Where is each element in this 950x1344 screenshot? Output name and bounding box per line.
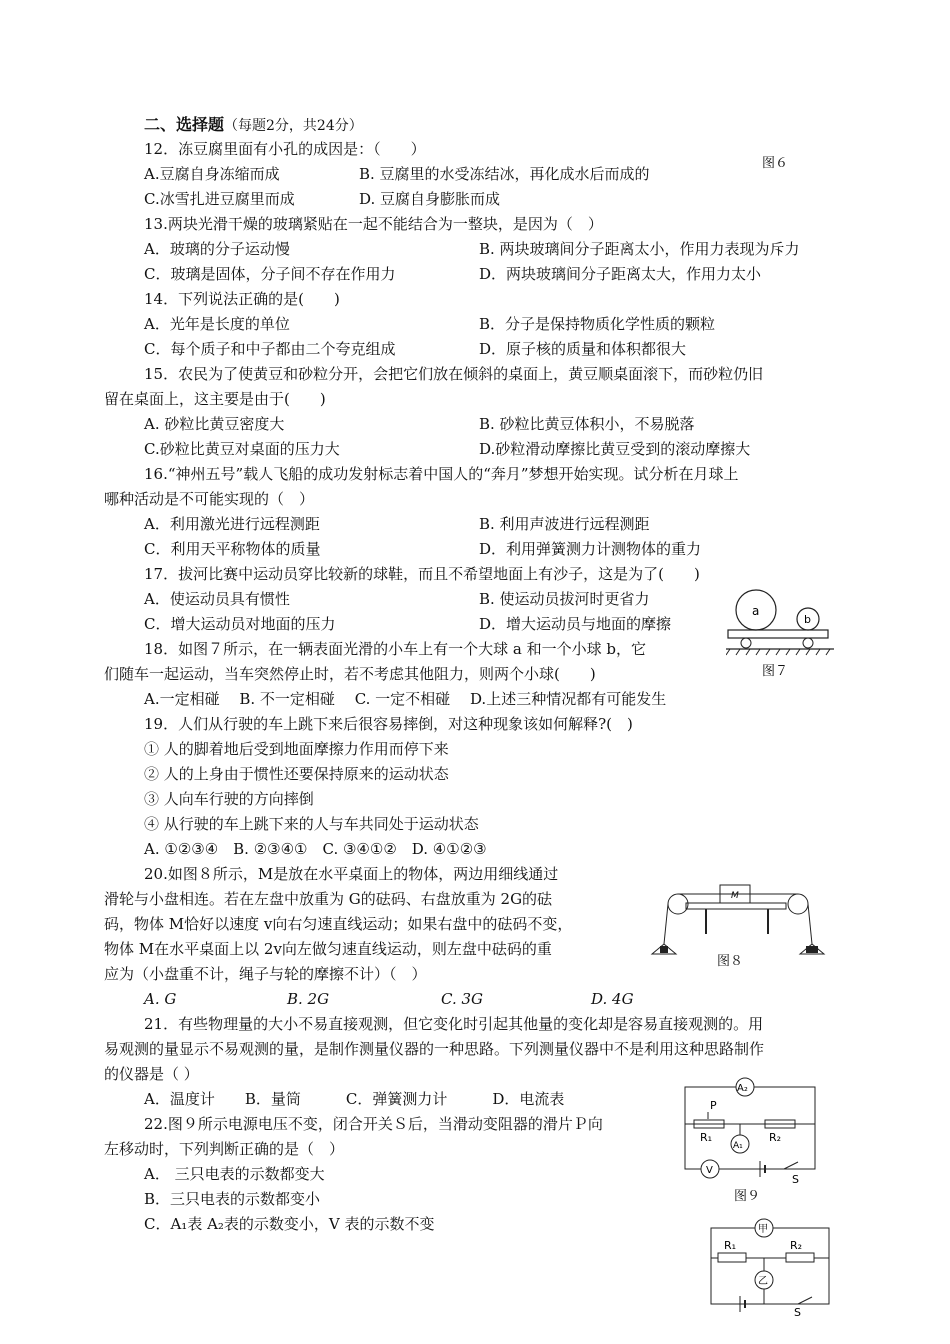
- table-top: [686, 903, 786, 909]
- q15-stem-1: 15．农民为了使黄豆和砂粒分开，会把它们放在倾斜的桌面上，黄豆顺桌面滚下，而砂粒仍旧: [144, 365, 764, 383]
- resistor-r1-2-label: R₁: [724, 1239, 737, 1252]
- figure-7-caption: 图７: [762, 664, 789, 679]
- q20-stem-4: 物体 M在水平桌面上以 2v向左做匀速直线运动，则左盘中砝码的重: [104, 940, 552, 958]
- pulley-left: [668, 894, 688, 914]
- q19-stem: 19．人们从行驶的车上跳下来后很容易摔倒，对这种现象该如何解释?( ): [144, 715, 633, 733]
- q21-options: A．温度计 B．量筒 C．弹簧测力计 D．电流表: [144, 1090, 565, 1108]
- q12-option-a: A.豆腐自身冻缩而成: [144, 165, 280, 183]
- figure-8-caption: 图８: [717, 954, 744, 969]
- q18-options: A.一定相碰 B. 不一定相碰 C. 一定不相碰 D.上述三种情况都有可能发生: [144, 690, 667, 708]
- q22-stem-2: 左移动时，下列判断正确的是（ ）: [104, 1140, 345, 1158]
- voltmeter-v-label: V: [706, 1165, 713, 1176]
- q19-options: A. ①②③④ B. ②③④① C. ③④①② D. ④①②③: [144, 840, 487, 858]
- q12-option-b: B. 豆腐里的水受冻结冰，再化成水后而成的: [359, 165, 650, 183]
- switch-s-label: S: [792, 1173, 799, 1185]
- section-note: （每题2分，共24分）: [224, 118, 363, 134]
- q16-stem-1: 16.“神州五号”载人飞船的成功发射标志着中国人的“奔月”梦想开始实现。试分析在月球上: [144, 465, 739, 483]
- q15-option-c: C.砂粒比黄豆对桌面的压力大: [144, 440, 340, 458]
- cart-wheel-left: [741, 638, 751, 648]
- q15-stem-2: 留在桌面上，这主要是由于( ): [104, 390, 326, 408]
- q15-option-a: A. 砂粒比黄豆密度大: [144, 415, 285, 433]
- switch-2: [798, 1297, 812, 1304]
- slider-p-label: P: [710, 1099, 717, 1112]
- q14-option-a: A．光年是长度的单位: [144, 315, 290, 333]
- q20-option-b: B. 2G: [287, 990, 330, 1008]
- ball-a-label: a: [752, 604, 760, 618]
- q13-stem: 13.两块光滑干燥的玻璃紧贴在一起不能结合为一整块，是因为（ ）: [144, 215, 603, 233]
- ammeter-a1-label: A₁: [733, 1141, 743, 1151]
- q17-option-c: C．增大运动员对地面的压力: [144, 615, 336, 633]
- q15-option-b: B. 砂粒比黄豆体积小，不易脱落: [479, 415, 695, 433]
- ball-b-label: b: [804, 613, 811, 626]
- q14-option-b: B．分子是保持物质化学性质的颗粒: [479, 315, 716, 333]
- q20-stem-1: 20.如图８所示，M是放在水平桌面上的物体，两边用细线通过: [144, 865, 559, 883]
- q14-option-c: C．每个质子和中子都由二个夸克组成: [144, 340, 396, 358]
- string-right: [808, 904, 812, 944]
- meter-jia-label: 甲: [758, 1224, 768, 1235]
- q13-option-a: A．玻璃的分子运动慢: [144, 240, 290, 258]
- q22-option-b: B．三只电表的示数都变小: [144, 1190, 321, 1208]
- section-title: [144, 115, 363, 136]
- pulley-right: [788, 894, 808, 914]
- q19-item-2: ② 人的上身由于惯性还要保持原来的运动状态: [144, 765, 449, 783]
- q18-stem-2: 们随车一起运动，当车突然停止时，若不考虑其他阻力，则两个小球( ): [104, 665, 596, 683]
- resistor-r2-label: R₂: [769, 1131, 782, 1144]
- q17-option-a: A．使运动员具有惯性: [144, 590, 290, 608]
- circuit-jia-yi: [706, 1218, 836, 1318]
- q20-stem-2: 滑轮与小盘相连。若在左盘中放重为 G的砝码、右盘放重为 2G的砝: [104, 890, 553, 908]
- weight-right: [806, 946, 818, 953]
- section-title-text: 二、选择题: [144, 115, 225, 134]
- q16-option-a: A．利用激光进行远程测距: [144, 515, 320, 533]
- q14-stem: 14．下列说法正确的是( ): [144, 290, 340, 308]
- resistor-r1-2: [718, 1253, 746, 1262]
- q20-option-c: C. 3G: [441, 990, 484, 1008]
- q17-option-b: B. 使运动员拔河时更省力: [479, 590, 650, 608]
- resistor-r2-2: [786, 1253, 814, 1262]
- q13-option-b: B. 两块玻璃间分子距离太小，作用力表现为斥力: [479, 240, 800, 258]
- q21-stem-3: 的仪器是（ ）: [104, 1065, 199, 1083]
- resistor-r2-2-label: R₂: [790, 1239, 803, 1252]
- q12-option-c: C.冰雪扎进豆腐里而成: [144, 190, 295, 208]
- cart-wheel-right: [803, 638, 813, 648]
- figure-9-caption: 图９: [734, 1189, 761, 1204]
- figure-9: [680, 1075, 820, 1185]
- q22-option-a: A． 三只电表的示数都变大: [144, 1165, 325, 1183]
- switch-s: [784, 1162, 798, 1169]
- q20-option-d: D. 4G: [591, 990, 634, 1008]
- switch-2-label: S: [794, 1306, 801, 1318]
- ammeter-a2-label: A₂: [737, 1083, 748, 1094]
- q20-stem-3: 码，物体 M恰好以速度 v向右匀速直线运动；如果右盘中的砝码不变，: [104, 915, 573, 933]
- q15-option-d: D.砂粒滑动摩擦比黄豆受到的滚动摩擦大: [479, 440, 751, 458]
- meter-yi-label: 乙: [758, 1276, 768, 1287]
- q18-stem-1: 18．如图７所示，在一辆表面光滑的小车上有一个大球 a 和一个小球 b，它: [144, 640, 646, 658]
- q21-stem-2: 易观测的量显示不易观测的量，是制作测量仪器的一种思路。下列测量仪器中不是利用这种思路制作: [104, 1040, 765, 1058]
- q19-item-3: ③ 人向车行驶的方向摔倒: [144, 790, 314, 808]
- resistor-r1-label: R₁: [700, 1131, 713, 1144]
- q16-option-c: C．利用天平称物体的质量: [144, 540, 321, 558]
- q16-option-b: B. 利用声波进行远程测距: [479, 515, 650, 533]
- string-left: [664, 904, 668, 944]
- q22-option-c: C．A₁表 A₂表的示数变小，V 表的示数不变: [144, 1215, 435, 1233]
- cart-body: [728, 630, 828, 638]
- q20-stem-5: 应为（小盘重不计，绳子与轮的摩擦不计）（ ）: [104, 965, 427, 983]
- figure-7: [726, 588, 836, 658]
- q12-stem: 12．冻豆腐里面有小孔的成因是：（ ）: [144, 140, 426, 158]
- q17-stem: 17．拔河比赛中运动员穿比较新的球鞋，而且不希望地面上有沙子，这是为了( ): [144, 565, 700, 583]
- q17-option-d: D．增大运动员与地面的摩擦: [479, 615, 672, 633]
- q16-stem-2: 哪种活动是不可能实现的（ ）: [104, 490, 315, 508]
- figure-6-caption: 图６: [762, 156, 789, 171]
- ground-hatch: [726, 649, 830, 655]
- q12-option-d: D. 豆腐自身膨胀而成: [359, 190, 501, 208]
- q22-stem-1: 22.图９所示电源电压不变，闭合开关Ｓ后，当滑动变阻器的滑片Ｐ向: [144, 1115, 603, 1133]
- q19-item-4: ④ 从行驶的车上跳下来的人与车共同处于运动状态: [144, 815, 479, 833]
- q13-option-d: D．两块玻璃间分子距离太大，作用力太小: [479, 265, 762, 283]
- q13-option-c: C．玻璃是固体，分子间不存在作用力: [144, 265, 396, 283]
- q20-option-a: A. G: [144, 990, 177, 1008]
- q19-item-1: ① 人的脚着地后受到地面摩擦力作用而停下来: [144, 740, 449, 758]
- q16-option-d: D．利用弹簧测力计测物体的重力: [479, 540, 702, 558]
- q21-stem-1: 21．有些物理量的大小不易直接观测，但它变化时引起其他量的变化却是容易直接观测的。用: [144, 1015, 764, 1033]
- block-m-label: M: [731, 891, 739, 901]
- q14-option-d: D．原子核的质量和体积都很大: [479, 340, 687, 358]
- weight-left: [660, 946, 668, 953]
